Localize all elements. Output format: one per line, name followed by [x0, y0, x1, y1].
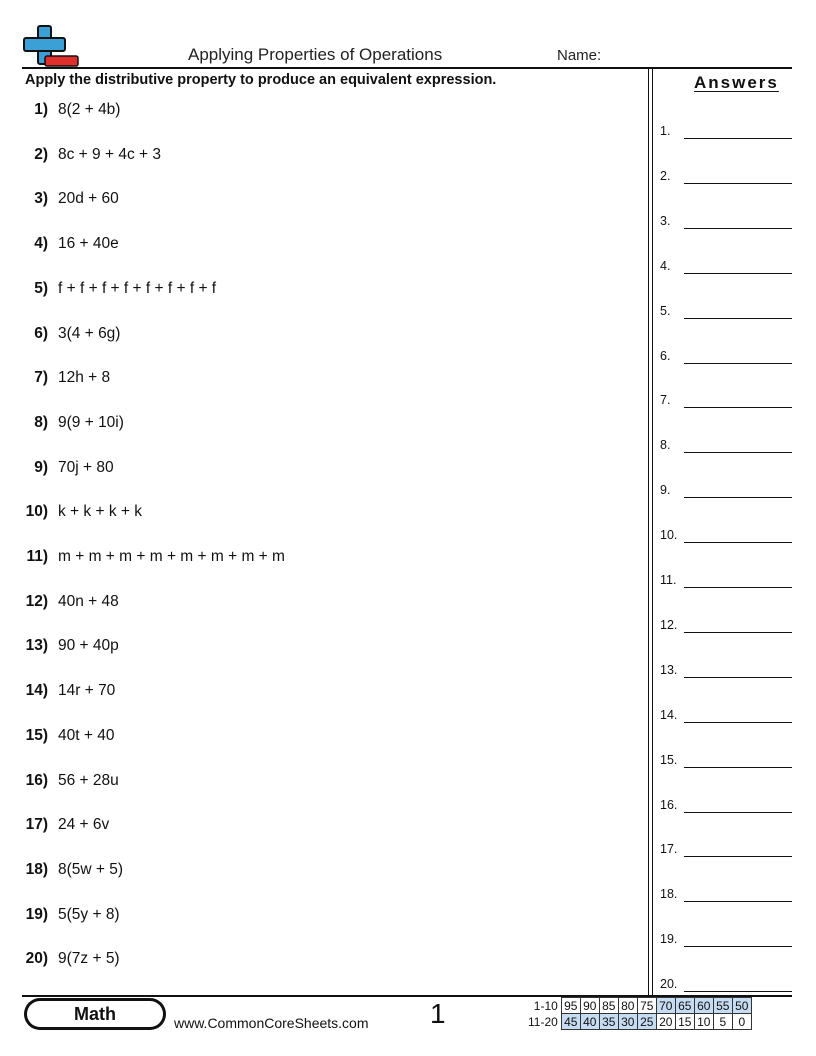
answer-line[interactable]: [684, 587, 792, 588]
problem-expression: 14r + 70: [58, 682, 116, 700]
score-row: [526, 998, 751, 1014]
score-cell: 75: [637, 998, 656, 1014]
answer-line[interactable]: [684, 767, 792, 768]
score-cell: 5: [713, 1014, 732, 1030]
problem-expression: 40t + 40: [58, 726, 115, 744]
answer-blank[interactable]: [660, 573, 792, 591]
answer-number: 17.: [660, 842, 678, 857]
score-cell: 25: [637, 1014, 656, 1030]
problem-number: 15): [25, 726, 48, 744]
problem-number: 13): [25, 637, 48, 655]
answer-line[interactable]: [684, 677, 792, 678]
plus-minus-logo-icon: [22, 24, 80, 68]
answer-line[interactable]: [684, 991, 792, 992]
problem-expression: m + m + m + m + m + m + m + m: [58, 548, 285, 565]
answer-line[interactable]: [684, 363, 792, 364]
problem-number: 14): [25, 682, 48, 700]
problem-number: 10): [25, 503, 48, 521]
problem-item: [0, 727, 620, 747]
problem-expression: 5(5y + 8): [58, 905, 120, 923]
problem-number: 1): [34, 101, 48, 118]
answer-line[interactable]: [684, 856, 792, 857]
problem-number: 9): [34, 458, 48, 476]
score-cell: 15: [675, 1014, 694, 1030]
answer-line[interactable]: [684, 901, 792, 902]
answer-line[interactable]: [684, 632, 792, 633]
problem-item: [0, 146, 620, 166]
problem-expression: 56 + 28u: [58, 771, 119, 789]
answer-blank[interactable]: [660, 124, 792, 142]
problem-expression: 8c + 9 + 4c + 3: [58, 145, 161, 163]
problem-expression: 40n + 48: [58, 592, 119, 610]
problem-expression: 8(2 + 4b): [58, 101, 121, 118]
problem-expression: 24 + 6v: [58, 816, 110, 834]
page-number: 1: [430, 998, 446, 1029]
score-cell: 0: [732, 1014, 751, 1030]
problem-number: 18): [25, 860, 48, 878]
score-row: [526, 1014, 751, 1030]
problem-item: [0, 682, 620, 702]
instructions: Apply the distributive property to produce an equivalent expression.: [25, 72, 497, 88]
problem-number: 3): [34, 190, 48, 208]
problem-item: [0, 325, 620, 345]
answer-blank[interactable]: [660, 753, 792, 771]
problem-number: 6): [34, 324, 48, 342]
answer-blank[interactable]: [660, 483, 792, 501]
answer-number: 12.: [660, 617, 678, 632]
answer-blank[interactable]: [660, 169, 792, 187]
problem-number: 17): [25, 816, 48, 834]
answer-blank[interactable]: [660, 259, 792, 277]
name-field-label: Name:: [557, 47, 602, 64]
problem-item: [0, 637, 620, 657]
answer-number: 19.: [660, 932, 678, 947]
score-row-label: 1-10: [533, 998, 558, 1013]
problem-number: 2): [34, 145, 48, 163]
score-cell: 40: [580, 1014, 599, 1030]
score-cell: 45: [561, 1014, 580, 1030]
problem-number: 19): [25, 905, 48, 923]
problem-item: [0, 459, 620, 479]
score-row-label: 11-20: [528, 1014, 558, 1029]
answer-number: 15.: [660, 752, 678, 767]
problem-item: [0, 503, 620, 523]
answer-blank[interactable]: [660, 438, 792, 456]
problem-number: 5): [34, 279, 48, 297]
problem-item: [0, 190, 620, 210]
answer-number: 8.: [660, 438, 671, 453]
worksheet-title: Applying Properties of Operations: [188, 45, 443, 64]
subject-label: Math: [27, 1001, 163, 1027]
answer-line[interactable]: [684, 228, 792, 229]
answer-blank[interactable]: [660, 977, 792, 995]
problem-number: 11): [26, 548, 48, 565]
score-cell: 10: [694, 1014, 713, 1030]
answer-line[interactable]: [684, 407, 792, 408]
problem-item: [0, 235, 620, 255]
answer-line[interactable]: [684, 497, 792, 498]
answer-number: 14.: [660, 707, 678, 722]
answer-number: 3.: [660, 213, 671, 228]
answer-number: 13.: [660, 662, 678, 677]
problem-expression: 12h + 8: [58, 369, 111, 387]
problem-item: [0, 906, 620, 926]
problem-item: [0, 548, 620, 568]
answer-line[interactable]: [684, 812, 792, 813]
website-link[interactable]: www.CommonCoreSheets.com: [174, 1015, 369, 1031]
answer-blank[interactable]: [660, 708, 792, 726]
score-cell: 30: [618, 1014, 637, 1030]
answer-number: 6.: [660, 348, 671, 363]
problem-item: [0, 101, 620, 121]
score-cell: 90: [580, 998, 599, 1014]
problem-item: [0, 772, 620, 792]
answer-number: 10.: [660, 528, 678, 543]
score-cell: 20: [656, 1014, 675, 1030]
answer-number: 7.: [660, 393, 671, 408]
problem-expression: 70j + 80: [58, 458, 114, 476]
score-cell: 70: [656, 998, 675, 1014]
problem-number: 12): [25, 592, 48, 610]
problem-item: [0, 861, 620, 881]
answer-number: 11.: [660, 573, 677, 587]
answer-number: 5.: [660, 303, 671, 318]
answers-column-divider: [648, 67, 653, 995]
problem-number: 8): [34, 413, 48, 431]
score-cell: 85: [599, 998, 618, 1014]
answer-line[interactable]: [684, 452, 792, 453]
answer-line[interactable]: [684, 318, 792, 319]
answer-blank[interactable]: [660, 304, 792, 322]
answer-number: 1.: [660, 124, 671, 138]
answer-number: 18.: [660, 887, 678, 902]
answer-number: 4.: [660, 258, 671, 273]
problem-number: 4): [34, 235, 48, 253]
answer-line[interactable]: [684, 542, 792, 543]
problem-expression: 20d + 60: [58, 190, 119, 208]
problem-item: [0, 369, 620, 389]
answer-blank[interactable]: [660, 528, 792, 546]
problem-item: [0, 816, 620, 836]
answer-blank[interactable]: [660, 349, 792, 367]
problem-expression: 8(5w + 5): [58, 860, 124, 878]
problem-item: [0, 950, 620, 970]
answer-line[interactable]: [684, 183, 792, 184]
answer-line[interactable]: [684, 138, 792, 139]
header-divider: [22, 67, 792, 69]
problem-expression: 16 + 40e: [58, 235, 119, 253]
score-cell: 65: [675, 998, 694, 1014]
problem-item: [0, 414, 620, 434]
problem-expression: k + k + k + k: [58, 503, 142, 521]
problem-expression: f + f + f + f + f + f + f + f: [58, 279, 217, 297]
score-cell: 80: [618, 998, 637, 1014]
problem-number: 7): [34, 369, 48, 387]
answers-heading: Answers: [694, 73, 779, 92]
problem-number: 20): [25, 950, 48, 968]
answer-blank[interactable]: [660, 887, 792, 905]
answer-blank[interactable]: [660, 842, 792, 860]
answer-number: 16.: [660, 797, 678, 812]
answer-line[interactable]: [684, 946, 792, 947]
answer-line[interactable]: [684, 722, 792, 723]
answer-blank[interactable]: [660, 618, 792, 636]
problem-expression: 9(7z + 5): [58, 950, 120, 968]
answer-number: 9.: [660, 483, 671, 498]
answer-blank[interactable]: [660, 798, 792, 816]
answer-blank[interactable]: [660, 932, 792, 950]
score-cell: 60: [694, 998, 713, 1014]
score-cell: 50: [732, 998, 751, 1014]
problem-item: [0, 280, 620, 300]
score-cell: 35: [599, 1014, 618, 1030]
answer-number: 20.: [660, 977, 678, 992]
answer-line[interactable]: [684, 273, 792, 274]
subject-badge: [24, 998, 166, 1030]
problem-item: [0, 593, 620, 613]
answer-blank[interactable]: [660, 214, 792, 232]
score-cell: 95: [561, 998, 580, 1014]
score-cell: 55: [713, 998, 732, 1014]
problem-expression: 3(4 + 6g): [58, 324, 121, 342]
problem-expression: 90 + 40p: [58, 637, 119, 655]
answer-number: 2.: [660, 168, 671, 183]
answer-blank[interactable]: [660, 663, 792, 681]
problem-expression: 9(9 + 10i): [58, 413, 124, 431]
problem-number: 16): [25, 771, 48, 789]
score-table: [526, 997, 752, 1030]
answer-blank[interactable]: [660, 393, 792, 411]
